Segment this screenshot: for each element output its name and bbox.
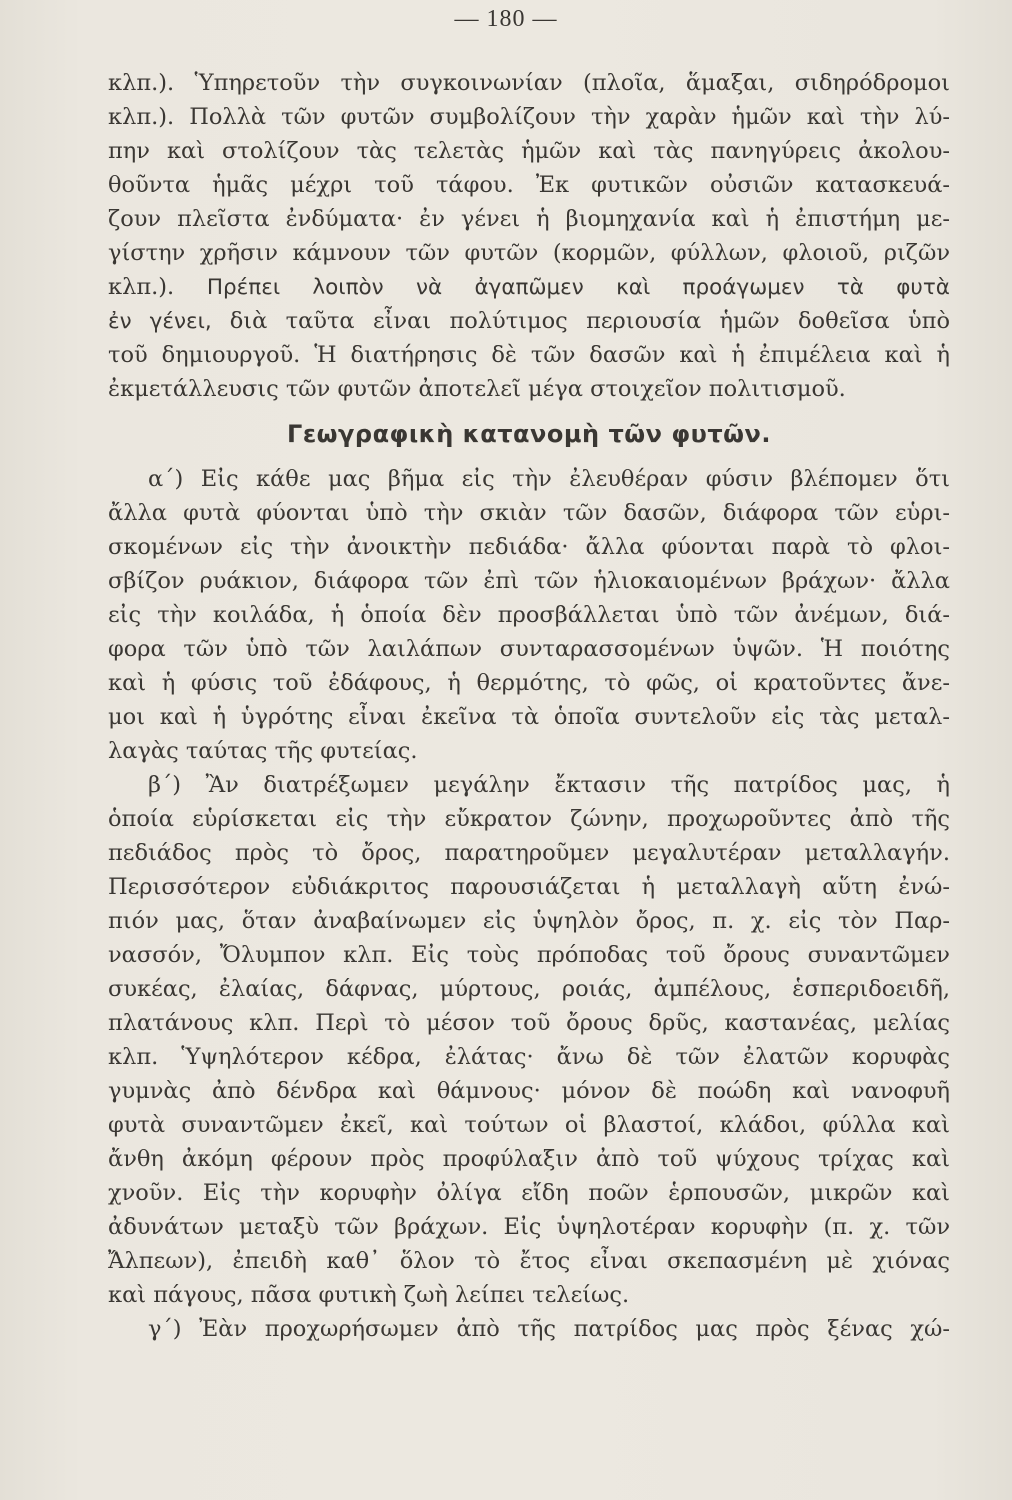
text-line: καὶ ἡ φύσις τοῦ ἐδάφους, ἡ θερμότης, τὸ φῶς, οἱ κρατοῦντες ἄνε- [108, 670, 950, 696]
text-line: νασσόν, Ὄλυμπον κλπ. Εἰς τοὺς πρόποδας τοῦ ὄρους συναντῶμεν [108, 942, 950, 968]
text-line: ζουν πλεῖστα ἐνδύματα· ἐν γένει ἡ βιομηχανία καὶ ἡ ἐπιστήμη με- [108, 206, 950, 232]
text-line: γίστην χρῆσιν κάμνουν τῶν φυτῶν (κορμῶν, φύλλων, φλοιοῦ, ριζῶν [108, 240, 950, 266]
emphasized-text: Πρέπει λοιπὸν νὰ ἀγαπῶμεν καὶ προάγωμεν τὰ φυτὰ [206, 275, 950, 300]
text-line: ἄνθη ἀκόμη φέρουν πρὸς προφύλαξιν ἀπὸ τοῦ ψύχους τρίχας καὶ [108, 1146, 950, 1172]
section-heading: Γεωγραφικὴ κατανομὴ τῶν φυτῶν. [287, 420, 771, 448]
text-line: κλπ.). Πολλὰ τῶν φυτῶν συμβολίζουν τὴν χαρὰν ἡμῶν καὶ τὴν λύ- [108, 104, 950, 130]
text-line: γ΄) Ἐὰν προχωρήσωμεν ἀπὸ τῆς πατρίδος μας πρὸς ξένας χώ- [148, 1316, 950, 1342]
text-line: κλπ.). Ὑπηρετοῦν τὴν συγκοινωνίαν (πλοῖα, ἅμαξαι, σιδηρόδρομοι [108, 70, 950, 96]
text-line: α΄) Εἰς κάθε μας βῆμα εἰς τὴν ἐλευθέραν φύσιν βλέπομεν ὅτι [148, 466, 950, 492]
text-line: ἀδυνάτων μεταξὺ τῶν βράχων. Εἰς ὑψηλοτέραν κορυφὴν (π. χ. τῶν [108, 1214, 950, 1240]
body-text [108, 66, 950, 1346]
text-line: γυμνὰς ἀπὸ δένδρα καὶ θάμνους· μόνον δὲ ποώδη καὶ νανοφυῆ [108, 1078, 950, 1104]
text-line: σβίζον ρυάκιον, διάφορα τῶν ἐπὶ τῶν ἡλιοκαιομένων βράχων· ἄλλα [108, 568, 950, 594]
text-line: τοῦ δημιουργοῦ. Ἡ διατήρησις δὲ τῶν δασῶν καὶ ἡ ἐπιμέλεια καὶ ἡ [108, 342, 950, 368]
text-line: πιόν μας, ὅταν ἀναβαίνωμεν εἰς ὑψηλὸν ὄρος, π. χ. εἰς τὸν Παρ- [108, 908, 950, 934]
text-line-mixed [108, 304, 950, 338]
text-fragment: διὰ ταῦτα εἶναι πολύτιμος περιουσία ἡμῶν δοθεῖσα ὑπὸ [229, 308, 950, 334]
text-line: β΄) Ἂν διατρέξωμεν μεγάλην ἔκτασιν τῆς πατρίδος μας, ἡ [148, 772, 950, 798]
text-line: εἰς τὴν κοιλάδα, ἡ ὁποία δὲν προσβάλλεται ὑπὸ τῶν ἀνέμων, διά- [108, 602, 950, 628]
text-line: πεδιάδος πρὸς τὸ ὄρος, παρατηροῦμεν μεγαλυτέραν μεταλλαγήν. [108, 840, 950, 866]
text-line: ὁποία εὑρίσκεται εἰς τὴν εὔκρατον ζώνην, προχωροῦντες ἀπὸ τῆς [108, 806, 950, 832]
text-line: συκέας, ἐλαίας, δάφνας, μύρτους, ροιάς, ἀμπέλους, ἑσπεριδοειδῆ, [108, 976, 950, 1002]
text-line: λαγὰς ταύτας τῆς φυτείας. [108, 738, 418, 764]
text-line: Περισσότερον εὐδιάκριτος παρουσιάζεται ἡ μεταλλαγὴ αὕτη ἐνώ- [108, 874, 950, 900]
text-line: καὶ πάγους, πᾶσα φυτικὴ ζωὴ λείπει τελείως. [108, 1282, 630, 1308]
text-line: ἐκμετάλλευσις τῶν φυτῶν ἀποτελεῖ μέγα στοιχεῖον πολιτισμοῦ. [108, 376, 846, 402]
text-line: σκομένων εἰς τὴν ἀνοικτὴν πεδιάδα· ἄλλα φύονται παρὰ τὸ φλοι- [108, 534, 950, 560]
text-line: χνοῦν. Εἰς τὴν κορυφὴν ὀλίγα εἴδη ποῶν ἑρπουσῶν, μικρῶν καὶ [108, 1180, 950, 1206]
text-line: θοῦντα ἡμᾶς μέχρι τοῦ τάφου. Ἐκ φυτικῶν οὐσιῶν κατασκευά- [108, 172, 950, 198]
text-line: πλατάνους κλπ. Περὶ τὸ μέσον τοῦ ὄρους δρῦς, καστανέας, μελίας [108, 1010, 950, 1036]
text-line: φορα τῶν ὑπὸ τῶν λαιλάπων συνταρασσομένων ὑψῶν. Ἡ ποιότης [108, 636, 950, 662]
page-number: — 180 — [454, 6, 558, 32]
text-line: κλπ. Ὑψηλότερον κέδρα, ἐλάτας· ἄνω δὲ τῶν ἐλατῶν κορυφὰς [108, 1044, 950, 1070]
emphasized-text: ἐν γένει, [108, 309, 230, 334]
text-line-mixed [108, 270, 950, 304]
text-line: μοι καὶ ἡ ὑγρότης εἶναι ἐκεῖνα τὰ ὁποῖα συντελοῦν εἰς τὰς μεταλ- [108, 704, 950, 730]
text-line: φυτὰ συναντῶμεν ἐκεῖ, καὶ τούτων οἱ βλαστοί, κλάδοι, φύλλα καὶ [108, 1112, 950, 1138]
text-line: πην καὶ στολίζουν τὰς τελετὰς ἡμῶν καὶ τὰς πανηγύρεις ἀκολου- [108, 138, 950, 164]
text-fragment: κλπ.). [108, 274, 207, 300]
text-line: ἄλλα φυτὰ φύονται ὑπὸ τὴν σκιὰν τῶν δασῶν, διάφορα τῶν εὑρι- [108, 500, 950, 526]
text-line: Ἄλπεων), ἐπειδὴ καθ᾿ ὅλον τὸ ἔτος εἶναι σκεπασμένη μὲ χιόνας [108, 1248, 950, 1274]
